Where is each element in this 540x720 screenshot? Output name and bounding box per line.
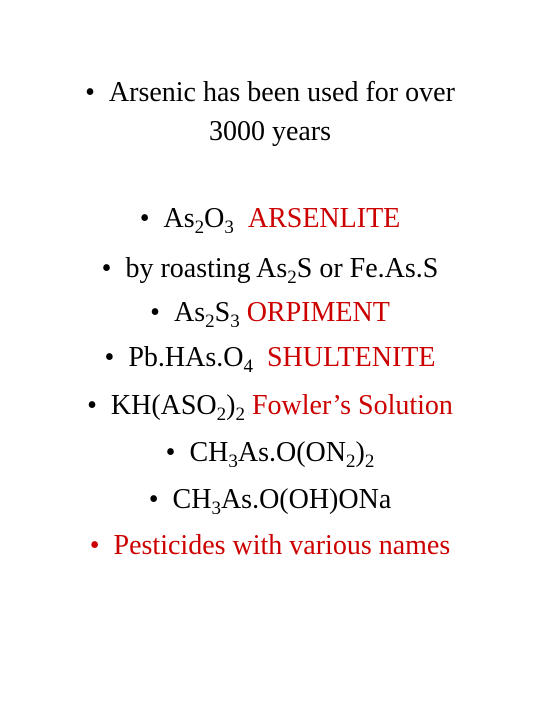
subscript: 3: [228, 451, 238, 472]
formula-part: As.O(ON: [237, 437, 346, 468]
bullet: •: [104, 342, 115, 373]
formula-part: ): [355, 437, 365, 468]
intro-text-2: 3000 years: [208, 116, 332, 147]
list-item-fowlers-solution: [0, 390, 540, 425]
bullet: •: [89, 530, 100, 561]
formula-part: S: [214, 297, 231, 328]
formula-part: CH: [189, 437, 229, 468]
subscript: 3: [230, 311, 240, 332]
intro-line-2: [0, 116, 540, 148]
list-item-ch3-aso-ohona: [0, 484, 540, 519]
list-item-ch3-aso-on2: [0, 437, 540, 472]
subscript: 2: [235, 404, 245, 425]
subscript: 3: [211, 498, 221, 519]
bullet: •: [87, 390, 97, 421]
formula-part: CH: [172, 484, 212, 515]
subscript: 2: [346, 451, 356, 472]
formula-part: ): [226, 390, 236, 421]
intro-line-1: [0, 77, 540, 109]
intro-text-1: Arsenic has been used for over: [108, 77, 455, 108]
formula-part: O: [204, 203, 225, 234]
bullet: •: [150, 297, 160, 328]
list-item-arsenlite: [0, 203, 540, 238]
formula-part: As: [173, 297, 206, 328]
subscript: 3: [224, 217, 234, 238]
list-item-orpiment: [0, 297, 540, 332]
pesticides-text: Pesticides with various names: [113, 530, 451, 561]
subscript: 2: [194, 217, 205, 238]
list-item-shultenite: [0, 342, 540, 377]
subscript: 2: [364, 451, 375, 472]
list-item-roasting: [0, 253, 540, 288]
subscript: 2: [287, 267, 297, 288]
subscript: 4: [243, 356, 253, 377]
mineral-name: ARSENLITE: [247, 203, 401, 234]
bullet: •: [165, 437, 176, 468]
formula-part: As.O(OH)ONa: [220, 484, 392, 515]
bullet: •: [101, 253, 112, 284]
formula-part: As: [163, 203, 195, 234]
formula-part: Pb.HAs.O: [128, 342, 244, 373]
subscript: 2: [205, 311, 215, 332]
bullet: •: [148, 484, 159, 515]
text-part: S or Fe.As.S: [296, 253, 439, 284]
formula-part: KH(ASO: [110, 390, 217, 421]
subscript: 2: [216, 404, 227, 425]
bullet: •: [85, 77, 95, 108]
text-part: by roasting As: [125, 253, 288, 284]
list-item-pesticides: [0, 530, 540, 562]
compound-name: Fowler’s Solution: [251, 390, 453, 421]
bullet: •: [139, 203, 150, 234]
mineral-name: ORPIMENT: [246, 297, 390, 328]
mineral-name: SHULTENITE: [266, 342, 436, 373]
